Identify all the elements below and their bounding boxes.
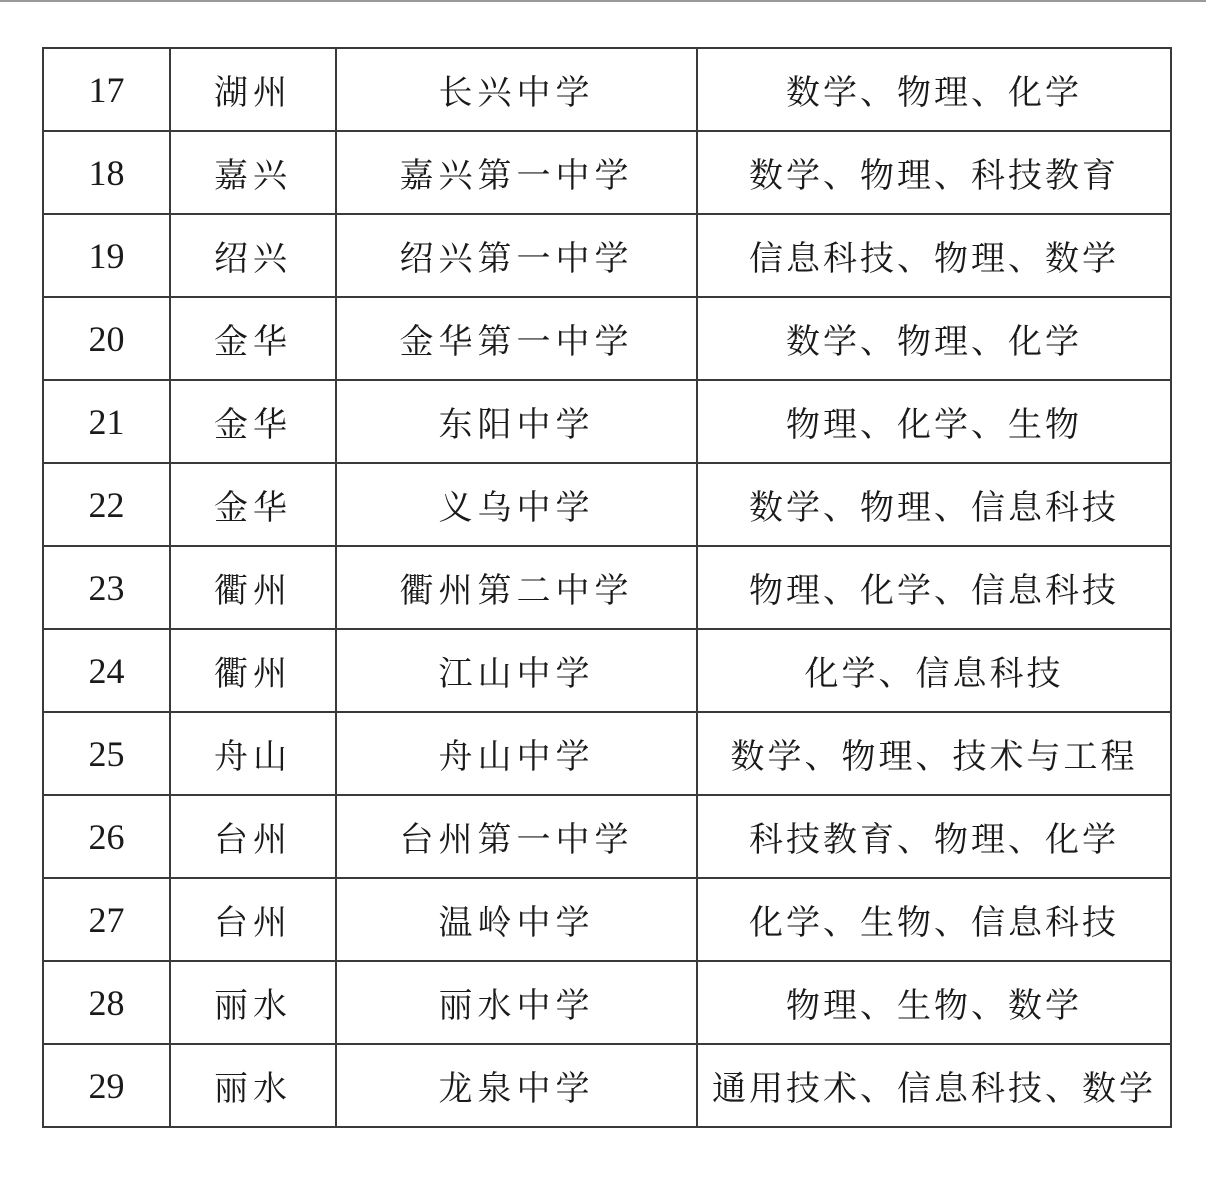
row-number-cell: 23	[43, 546, 170, 629]
subjects-cell: 数学、物理、化学	[697, 297, 1171, 380]
row-number-cell: 17	[43, 48, 170, 131]
table-row	[43, 629, 1171, 712]
subjects-cell: 科技教育、物理、化学	[697, 795, 1171, 878]
row-number-cell: 28	[43, 961, 170, 1044]
school-cell: 绍兴第一中学	[336, 214, 697, 297]
city-cell: 衢州	[170, 629, 336, 712]
school-cell: 丽水中学	[336, 961, 697, 1044]
table-row	[43, 961, 1171, 1044]
table-row	[43, 1044, 1171, 1127]
city-cell: 金华	[170, 380, 336, 463]
city-cell: 金华	[170, 463, 336, 546]
city-cell: 金华	[170, 297, 336, 380]
school-cell: 龙泉中学	[336, 1044, 697, 1127]
city-cell: 丽水	[170, 961, 336, 1044]
city-cell: 衢州	[170, 546, 336, 629]
subjects-cell: 化学、生物、信息科技	[697, 878, 1171, 961]
school-cell: 江山中学	[336, 629, 697, 712]
row-number-cell: 26	[43, 795, 170, 878]
table-row	[43, 795, 1171, 878]
city-cell: 嘉兴	[170, 131, 336, 214]
school-cell: 衢州第二中学	[336, 546, 697, 629]
subjects-cell: 化学、信息科技	[697, 629, 1171, 712]
city-cell: 舟山	[170, 712, 336, 795]
row-number-cell: 22	[43, 463, 170, 546]
school-cell: 东阳中学	[336, 380, 697, 463]
city-cell: 湖州	[170, 48, 336, 131]
subjects-cell: 物理、化学、生物	[697, 380, 1171, 463]
row-number-cell: 24	[43, 629, 170, 712]
table-row	[43, 878, 1171, 961]
city-cell: 台州	[170, 795, 336, 878]
school-cell: 舟山中学	[336, 712, 697, 795]
schools-table	[42, 47, 1172, 1128]
table-row	[43, 131, 1171, 214]
table-row	[43, 297, 1171, 380]
school-cell: 嘉兴第一中学	[336, 131, 697, 214]
city-cell: 台州	[170, 878, 336, 961]
table-row	[43, 48, 1171, 131]
school-cell: 温岭中学	[336, 878, 697, 961]
subjects-cell: 数学、物理、化学	[697, 48, 1171, 131]
row-number-cell: 21	[43, 380, 170, 463]
row-number-cell: 19	[43, 214, 170, 297]
row-number-cell: 25	[43, 712, 170, 795]
row-number-cell: 27	[43, 878, 170, 961]
school-cell: 台州第一中学	[336, 795, 697, 878]
table-row	[43, 546, 1171, 629]
subjects-cell: 通用技术、信息科技、数学	[697, 1044, 1171, 1127]
table-row	[43, 214, 1171, 297]
subjects-cell: 数学、物理、信息科技	[697, 463, 1171, 546]
school-cell: 金华第一中学	[336, 297, 697, 380]
table-body	[43, 48, 1171, 1127]
top-divider	[0, 0, 1206, 2]
city-cell: 绍兴	[170, 214, 336, 297]
subjects-cell: 物理、化学、信息科技	[697, 546, 1171, 629]
table-row	[43, 463, 1171, 546]
subjects-cell: 数学、物理、技术与工程	[697, 712, 1171, 795]
school-cell: 义乌中学	[336, 463, 697, 546]
row-number-cell: 20	[43, 297, 170, 380]
subjects-cell: 数学、物理、科技教育	[697, 131, 1171, 214]
subjects-cell: 信息科技、物理、数学	[697, 214, 1171, 297]
city-cell: 丽水	[170, 1044, 336, 1127]
table-row	[43, 380, 1171, 463]
school-cell: 长兴中学	[336, 48, 697, 131]
subjects-cell: 物理、生物、数学	[697, 961, 1171, 1044]
row-number-cell: 18	[43, 131, 170, 214]
row-number-cell: 29	[43, 1044, 170, 1127]
table-row	[43, 712, 1171, 795]
